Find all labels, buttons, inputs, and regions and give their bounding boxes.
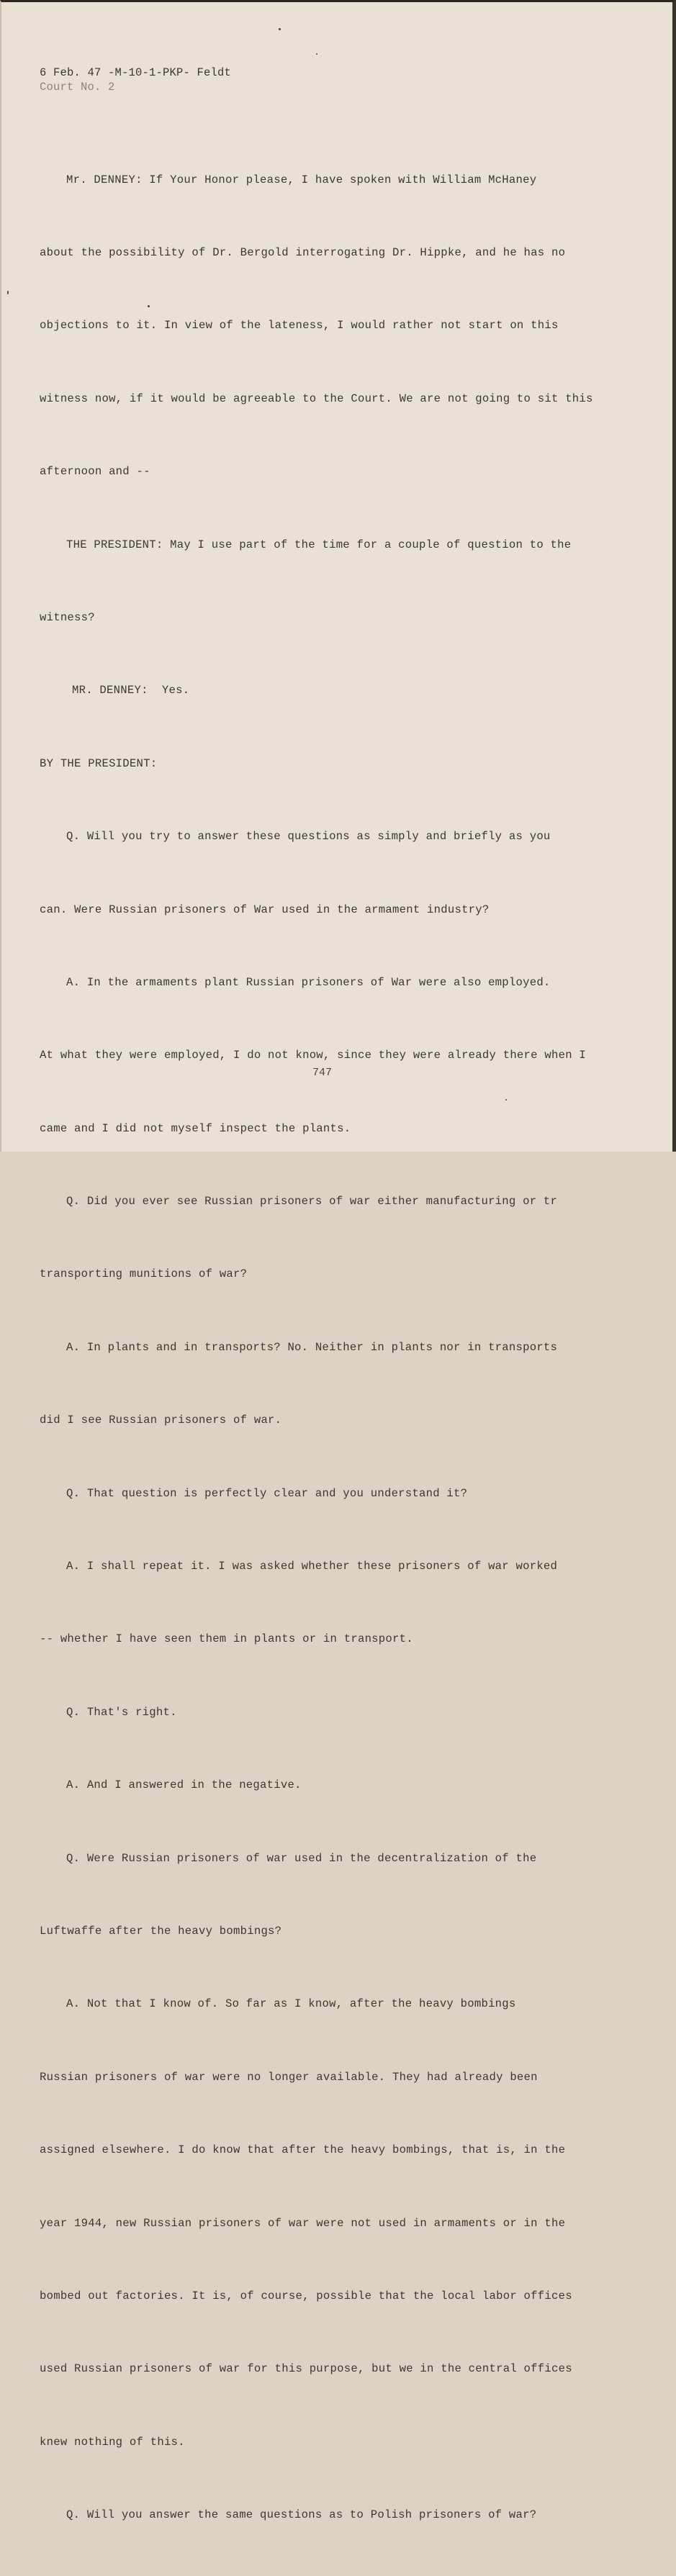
transcript-line: Q. Will you answer the same questions as to Polish prisoners of war? <box>66 2508 537 2522</box>
transcript-line: A. In plants and in transports? No. Neither in plants nor in transports <box>66 1340 558 1354</box>
transcript-line: assigned elsewhere. I do know that after the heavy bombings, that is, in the <box>40 2143 566 2157</box>
transcript-line: A. I shall repeat it. I was asked whether these prisoners of war worked <box>66 1560 558 1573</box>
transcript-line: A. And I answered in the negative. <box>66 1779 302 1792</box>
transcript-line: witness now, if it would be agreeable to the Court. We are not going to sit this <box>40 392 593 405</box>
transcript-line: Q. That question is perfectly clear and you understand it? <box>66 1486 468 1500</box>
transcript-line: afternoon and -- <box>40 465 150 479</box>
transcript-line: bombed out factories. It is, of course, possible that the local labor offices <box>40 2289 572 2302</box>
transcript-line: A. Not that I know of. So far as I know, after the heavy bombings <box>66 1997 516 2011</box>
transcript-line: about the possibility of Dr. Bergold interrogating Dr. Hippke, and he has no <box>40 245 566 259</box>
transcript-line: can. Were Russian prisoners of War used in the armament industry? <box>40 903 490 916</box>
paper-speck <box>148 305 150 307</box>
transcript-line: -- whether I have seen them in plants or in transport. <box>40 1632 413 1646</box>
transcript-line: Q. Did you ever see Russian prisoners of war either manufacturing or tr <box>66 1195 558 1208</box>
transcript-line: Q. Will you try to answer these questions as simply and briefly as you <box>66 830 551 844</box>
transcript-body <box>40 119 644 2576</box>
paper-speck <box>279 28 281 30</box>
transcript-line: Luftwaffe after the heavy bombings? <box>40 1924 282 1938</box>
page-header <box>40 65 231 94</box>
transcript-line: came and I did not myself inspect the plants. <box>40 1121 351 1135</box>
transcript-line: MR. DENNEY: Yes. <box>72 684 190 697</box>
transcript-line: At what they were employed, I do not know, since they were already there when I <box>40 1049 587 1062</box>
transcript-line: objections to it. In view of the lateness, I would rather not start on this <box>40 319 559 333</box>
transcript-line: THE PRESIDENT: May I use part of the time for a couple of question to the <box>66 538 572 551</box>
paper-speck <box>316 53 317 55</box>
header-reference: 6 Feb. 47 -M-10-1-PKP- Feldt <box>40 66 232 79</box>
transcript-line: transporting munitions of war? <box>40 1267 248 1281</box>
paper-speck <box>505 1099 507 1101</box>
transcript-line: BY THE PRESIDENT: <box>40 756 158 770</box>
transcript-line: Russian prisoners of war were no longer available. They had already been <box>40 2070 538 2084</box>
transcript-line: knew nothing of this. <box>40 2435 185 2449</box>
transcript-line: Mr. DENNEY: If Your Honor please, I have spoken with William McHaney <box>66 173 537 186</box>
transcript-line: Q. Were Russian prisoners of war used in the decentralization of the <box>66 1851 537 1865</box>
page-number: 747 <box>312 1067 333 1079</box>
transcript-line: Q. That's right. <box>66 1705 177 1719</box>
transcript-line: did I see Russian prisoners of war. <box>40 1414 282 1427</box>
paper-speck <box>7 291 9 294</box>
transcript-line: A. In the armaments plant Russian prisoners of War were also employed. <box>66 975 551 989</box>
header-court: Court No. 2 <box>40 81 115 94</box>
transcript-line: used Russian prisoners of war for this purpose, but we in the central offices <box>40 2362 572 2376</box>
transcript-line: year 1944, new Russian prisoners of war were not used in armaments or in the <box>40 2216 566 2230</box>
transcript-line: witness? <box>40 610 95 624</box>
